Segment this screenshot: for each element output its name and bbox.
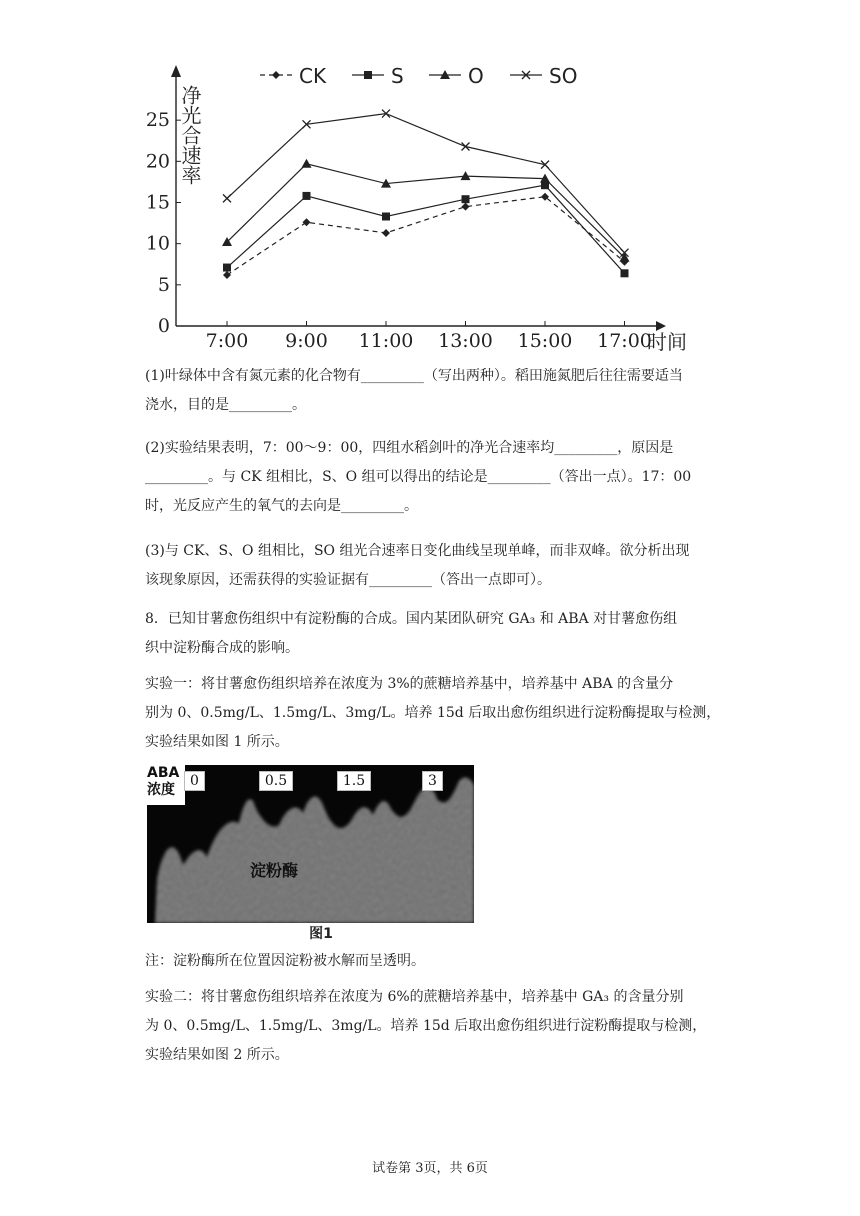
q1-line-2: 浇水，目的是_________。 — [145, 397, 306, 413]
q3-line-1: (3)与 CK、S、O 组相比，SO 组光合速率日变化曲线呈现单峰，而非双峰。欲分析出现 — [145, 543, 690, 559]
question-3 — [145, 537, 725, 595]
x-tick-label: 7:00 — [205, 330, 249, 352]
data-point-ck — [462, 203, 470, 211]
data-point-o — [302, 159, 312, 168]
legend-label-o: O — [468, 64, 484, 88]
x-tick-label: 13:00 — [438, 330, 493, 352]
exp2-line-3: 实验结果如图 2 所示。 — [145, 1047, 289, 1063]
chart-svg — [140, 55, 700, 360]
x-tick-label: 9:00 — [285, 330, 328, 352]
experiment-1 — [145, 670, 725, 757]
data-point-s — [382, 212, 390, 220]
aba-concentration-label — [147, 765, 185, 805]
data-point-so — [223, 194, 231, 202]
data-point-ck — [223, 271, 231, 279]
data-point-o — [461, 171, 471, 180]
aba-label: ABA — [147, 765, 180, 781]
exp1-line-1: 实验一：将甘薯愈伤组织培养在浓度为 3%的蔗糖培养基中，培养基中 ABA 的含量分 — [145, 676, 674, 692]
legend-label-ck: CK — [299, 64, 327, 88]
enzyme-band — [155, 778, 474, 923]
data-point-s — [621, 269, 629, 277]
exp1-line-3: 实验结果如图 1 所示。 — [145, 734, 289, 750]
exp1-line-2: 别为 0、0.5mg/L、1.5mg/L、3mg/L。培养 15d 后取出愈伤组织进行淀粉酶提取与检测， — [145, 705, 721, 721]
y-tick-label: 20 — [145, 150, 170, 173]
legend-label-s: S — [391, 64, 404, 88]
x-axis-label: 时间 — [647, 330, 687, 354]
y-axis-label: 净光合速率 — [178, 85, 202, 185]
x-tick-label: 15:00 — [517, 330, 573, 352]
data-point-ck — [303, 218, 311, 226]
series-line-o — [227, 164, 625, 258]
x-tick-label: 17:00 — [597, 330, 652, 352]
q2-line-2: _________。与 CK 组相比，S、O 组可以得出的结论是_________（答出一点）。17：00 — [145, 469, 692, 485]
figure-note — [145, 947, 725, 976]
net-photosynthesis-chart — [140, 55, 700, 360]
data-point-s — [462, 195, 470, 203]
y-tick-label: 0 — [157, 315, 170, 337]
y-tick-label: 10 — [145, 232, 170, 255]
y-tick-label: 15 — [145, 191, 170, 214]
series-line-ck — [227, 197, 625, 275]
legend-marker-s — [364, 71, 372, 79]
data-point-so — [541, 161, 549, 169]
data-point-ck — [382, 229, 390, 237]
concentration-1.5: 1.5 — [337, 771, 371, 791]
data-point-s — [223, 264, 231, 272]
q2-line-1: (2)实验结果表明，7：00～9：00，四组水稻剑叶的净光合速率均_________，原因是 — [145, 440, 674, 456]
concentration-3: 3 — [422, 771, 443, 791]
q8-line-1: 8．已知甘薯愈伤组织中有淀粉酶的合成。国内某团队研究 GA₃ 和 ABA 对甘薯愈伤组 — [145, 611, 678, 627]
enzyme-band-group — [155, 778, 474, 923]
data-point-s — [303, 192, 311, 200]
exp2-line-1: 实验二：将甘薯愈伤组织培养在浓度为 6%的蔗糖培养基中，培养基中 GA₃ 的含量分别 — [145, 989, 684, 1005]
question-2 — [145, 434, 725, 521]
y-tick-label: 25 — [145, 109, 170, 132]
question-1 — [145, 362, 725, 420]
legend-label-so: SO — [549, 64, 578, 88]
y-tick-label: 5 — [157, 273, 170, 296]
figure-1-caption: 图1 — [309, 926, 333, 942]
q3-line-2: 该现象原因，还需获得的实验证据有_________（答出一点即可）。 — [145, 572, 551, 588]
page-footer: 试卷第 3页，共 6页 — [372, 1161, 488, 1176]
figure-1-gel-image — [147, 765, 474, 923]
amylase-label: 淀粉酶 — [250, 861, 299, 880]
question-8 — [145, 605, 725, 663]
q2-line-3: 时，光反应产生的氧气的去向是_________。 — [145, 498, 418, 514]
concentration-0.5: 0.5 — [259, 771, 293, 791]
x-tick-label: 11:00 — [358, 330, 414, 352]
experiment-2 — [145, 983, 725, 1070]
legend-marker-ck — [272, 71, 280, 79]
data-point-so — [462, 143, 470, 151]
q1-line-1: (1)叶绿体中含有氮元素的化合物有_________（写出两种）。稻田施氮肥后往往需要适当 — [145, 368, 683, 384]
concentration-0: 0 — [184, 771, 205, 791]
concentration-label: 浓度 — [147, 782, 175, 798]
q8-line-2: 织中淀粉酶合成的影响。 — [145, 640, 299, 656]
exp2-line-2: 为 0、0.5mg/L、1.5mg/L、3mg/L。培养 15d 后取出愈伤组织进行淀粉酶提取与检测， — [145, 1018, 707, 1034]
note-text: 注：淀粉酶所在位置因淀粉被水解而呈透明。 — [145, 953, 425, 969]
y-axis-arrow — [171, 65, 181, 77]
